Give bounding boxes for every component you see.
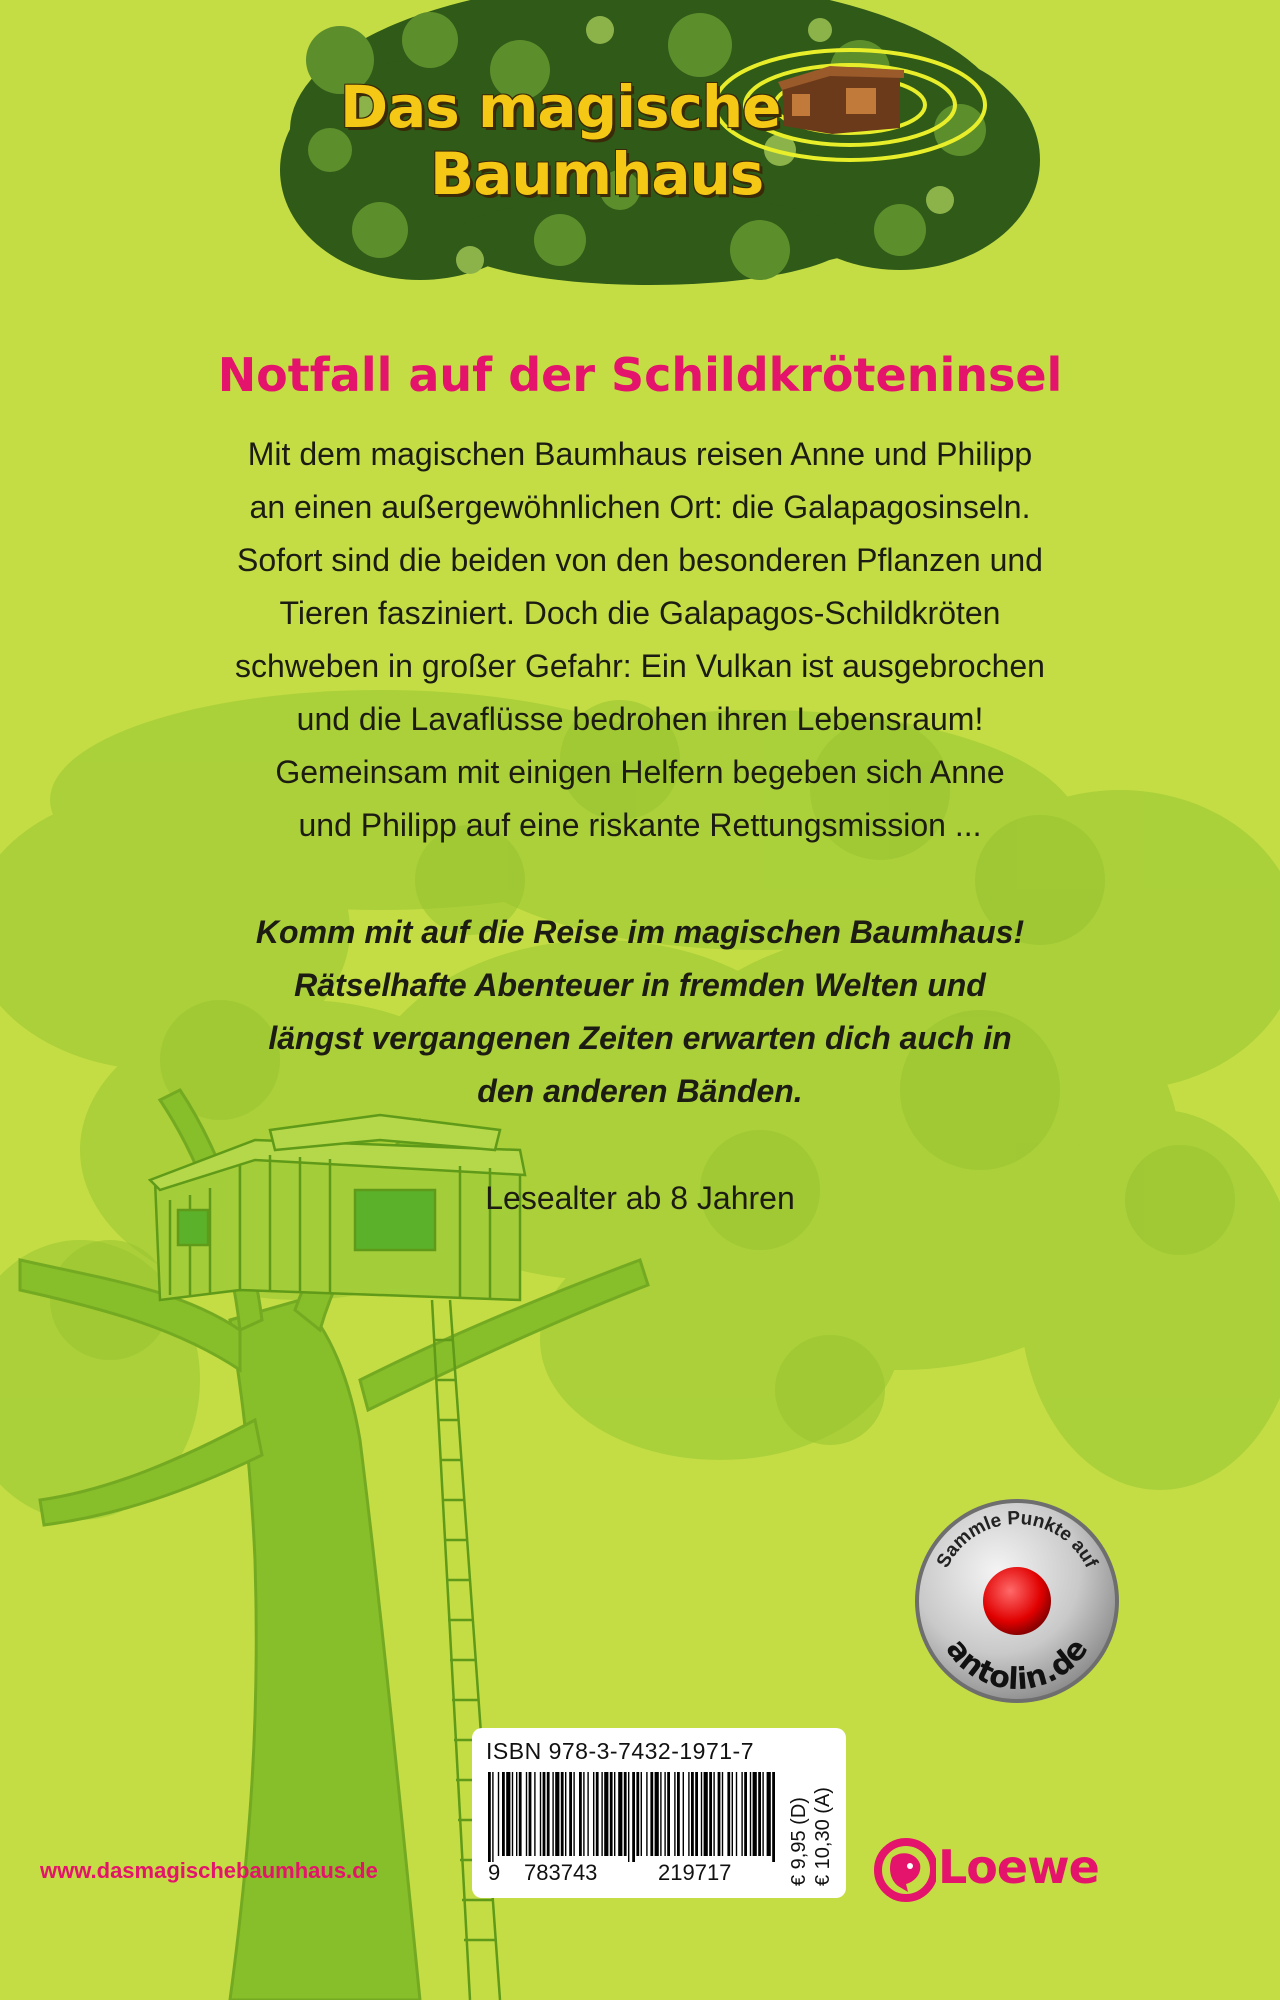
barcode-bar — [506, 1772, 510, 1856]
barcode-bar — [750, 1772, 751, 1856]
barcode-bar — [610, 1772, 613, 1856]
barcode-bar — [555, 1772, 559, 1856]
barcode-bar — [753, 1772, 757, 1856]
barcode-bar — [704, 1772, 708, 1856]
barcode-bar — [516, 1772, 517, 1856]
barcode-bar — [646, 1772, 647, 1856]
barcode-bar — [667, 1772, 670, 1856]
barcode-bar — [701, 1772, 702, 1856]
website-link[interactable]: www.dasmagischebaumhaus.de — [40, 1858, 378, 1883]
barcode-bar — [727, 1772, 730, 1856]
barcode-bar — [691, 1772, 694, 1856]
publisher-name: Loewe — [938, 1840, 1099, 1894]
barcode-bar — [683, 1772, 684, 1856]
barcode-bar — [741, 1772, 742, 1856]
tagline-line: Komm mit auf die Reise im magischen Baumhaus! — [255, 914, 1025, 950]
barcode-bar — [569, 1772, 572, 1856]
blurb — [150, 428, 1130, 852]
barcode-bar — [492, 1772, 493, 1862]
barcode-bar — [529, 1772, 532, 1856]
barcode-bar — [677, 1772, 680, 1856]
barcode-bar — [660, 1772, 661, 1856]
barcode-bar — [565, 1772, 566, 1856]
barcode-bar — [674, 1772, 675, 1856]
barcode-bar — [650, 1772, 653, 1856]
book-title: Notfall auf der Schildkröteninsel — [217, 348, 1063, 402]
antolin-red-dot-icon — [983, 1567, 1051, 1635]
barcode-bar — [561, 1772, 564, 1856]
barcode-bar — [488, 1772, 491, 1862]
barcode-bar — [526, 1772, 527, 1856]
blurb-line: Tieren fasziniert. Doch die Galapagos-Schildkröten — [279, 595, 1001, 631]
barcode-bar — [641, 1772, 642, 1856]
tagline-line: längst vergangenen Zeiten erwarten dich auch in — [268, 1020, 1012, 1056]
antolin-badge-site: antolin.de — [938, 1632, 1096, 1698]
series-logo-line2: Baumhaus — [430, 140, 764, 208]
barcode-bar — [709, 1772, 712, 1856]
blurb-line: schweben in großer Gefahr: Ein Vulkan ist ausgebrochen — [235, 648, 1045, 684]
barcode-bar — [593, 1772, 594, 1856]
barcode-bar — [498, 1772, 499, 1856]
barcode-bar — [552, 1772, 553, 1856]
barcode-bar — [534, 1772, 535, 1856]
antolin-badge-text: Sammle Punkte auf — [932, 1507, 1102, 1572]
barcode-bar — [618, 1772, 622, 1856]
publisher-logo — [872, 1830, 1132, 1910]
barcode-bar — [718, 1772, 721, 1856]
barcode-bar — [583, 1772, 584, 1856]
reading-age: Lesealter ab 8 Jahren — [485, 1180, 795, 1216]
barcode-digit-group: 783743 — [524, 1860, 598, 1885]
tagline-line: den anderen Bänden. — [477, 1073, 803, 1109]
barcode-bar — [722, 1772, 723, 1856]
blurb-line: Mit dem magischen Baumhaus reisen Anne und Philipp — [247, 436, 1033, 472]
barcode-bar — [772, 1772, 775, 1862]
barcode-bar — [688, 1772, 689, 1856]
barcode-bar — [601, 1772, 602, 1856]
series-logo-line1: Das magische — [340, 73, 781, 141]
blurb-line: und die Lavaflüsse bedrohen ihren Lebensraum! — [296, 701, 984, 737]
lion-icon — [872, 1834, 936, 1904]
barcode-bar — [664, 1772, 665, 1856]
barcode-bar — [579, 1772, 582, 1856]
barcode-bar — [596, 1772, 599, 1856]
blurb-line: und Philipp auf eine riskante Rettungsmission ... — [298, 807, 982, 843]
tagline — [150, 906, 1130, 1118]
barcode — [486, 1772, 782, 1862]
antolin-badge — [912, 1496, 1122, 1706]
barcode-bar — [655, 1772, 659, 1856]
barcode-bar — [540, 1772, 541, 1856]
barcode-bar — [547, 1772, 550, 1856]
blurb-line: Gemeinsam mit einigen Helfern begeben sich Anne — [275, 754, 1005, 790]
tagline-line: Rätselhafte Abenteuer in fremden Welten und — [294, 967, 986, 1003]
barcode-bar — [502, 1772, 505, 1856]
barcode-bar — [512, 1772, 513, 1856]
isbn-box — [472, 1728, 846, 1898]
barcode-bar — [573, 1772, 574, 1856]
barcode-bar — [762, 1772, 763, 1856]
barcode-bar — [744, 1772, 747, 1856]
barcode-bar — [587, 1772, 588, 1856]
barcode-bar — [543, 1772, 546, 1856]
barcode-bar — [604, 1772, 608, 1856]
barcode-bar — [713, 1772, 714, 1856]
barcode-bar — [519, 1772, 522, 1856]
barcode-bar — [695, 1772, 698, 1856]
isbn-label: ISBN 978-3-7432-1971-7 — [486, 1738, 754, 1764]
barcode-bar — [732, 1772, 733, 1856]
price-austria: € 10,30 (A) — [812, 1787, 834, 1886]
barcode-digit-group: 219717 — [658, 1860, 732, 1885]
barcode-bar — [636, 1772, 639, 1856]
series-logo — [290, 0, 1030, 290]
barcode-digit-group: 9 — [488, 1860, 501, 1885]
barcode-bar — [767, 1772, 771, 1856]
barcode-bar — [614, 1772, 615, 1856]
barcode-bar — [628, 1772, 629, 1862]
price-germany: € 9,95 (D) — [788, 1797, 810, 1886]
barcode-bar — [736, 1772, 737, 1856]
barcode-bar — [758, 1772, 761, 1856]
blurb-line: an einen außergewöhnlichen Ort: die Galapagosinseln. — [249, 489, 1031, 525]
blurb-line: Sofort sind die beiden von den besonderen Pflanzen und — [237, 542, 1043, 578]
barcode-bar — [632, 1772, 635, 1862]
barcode-bar — [624, 1772, 627, 1856]
